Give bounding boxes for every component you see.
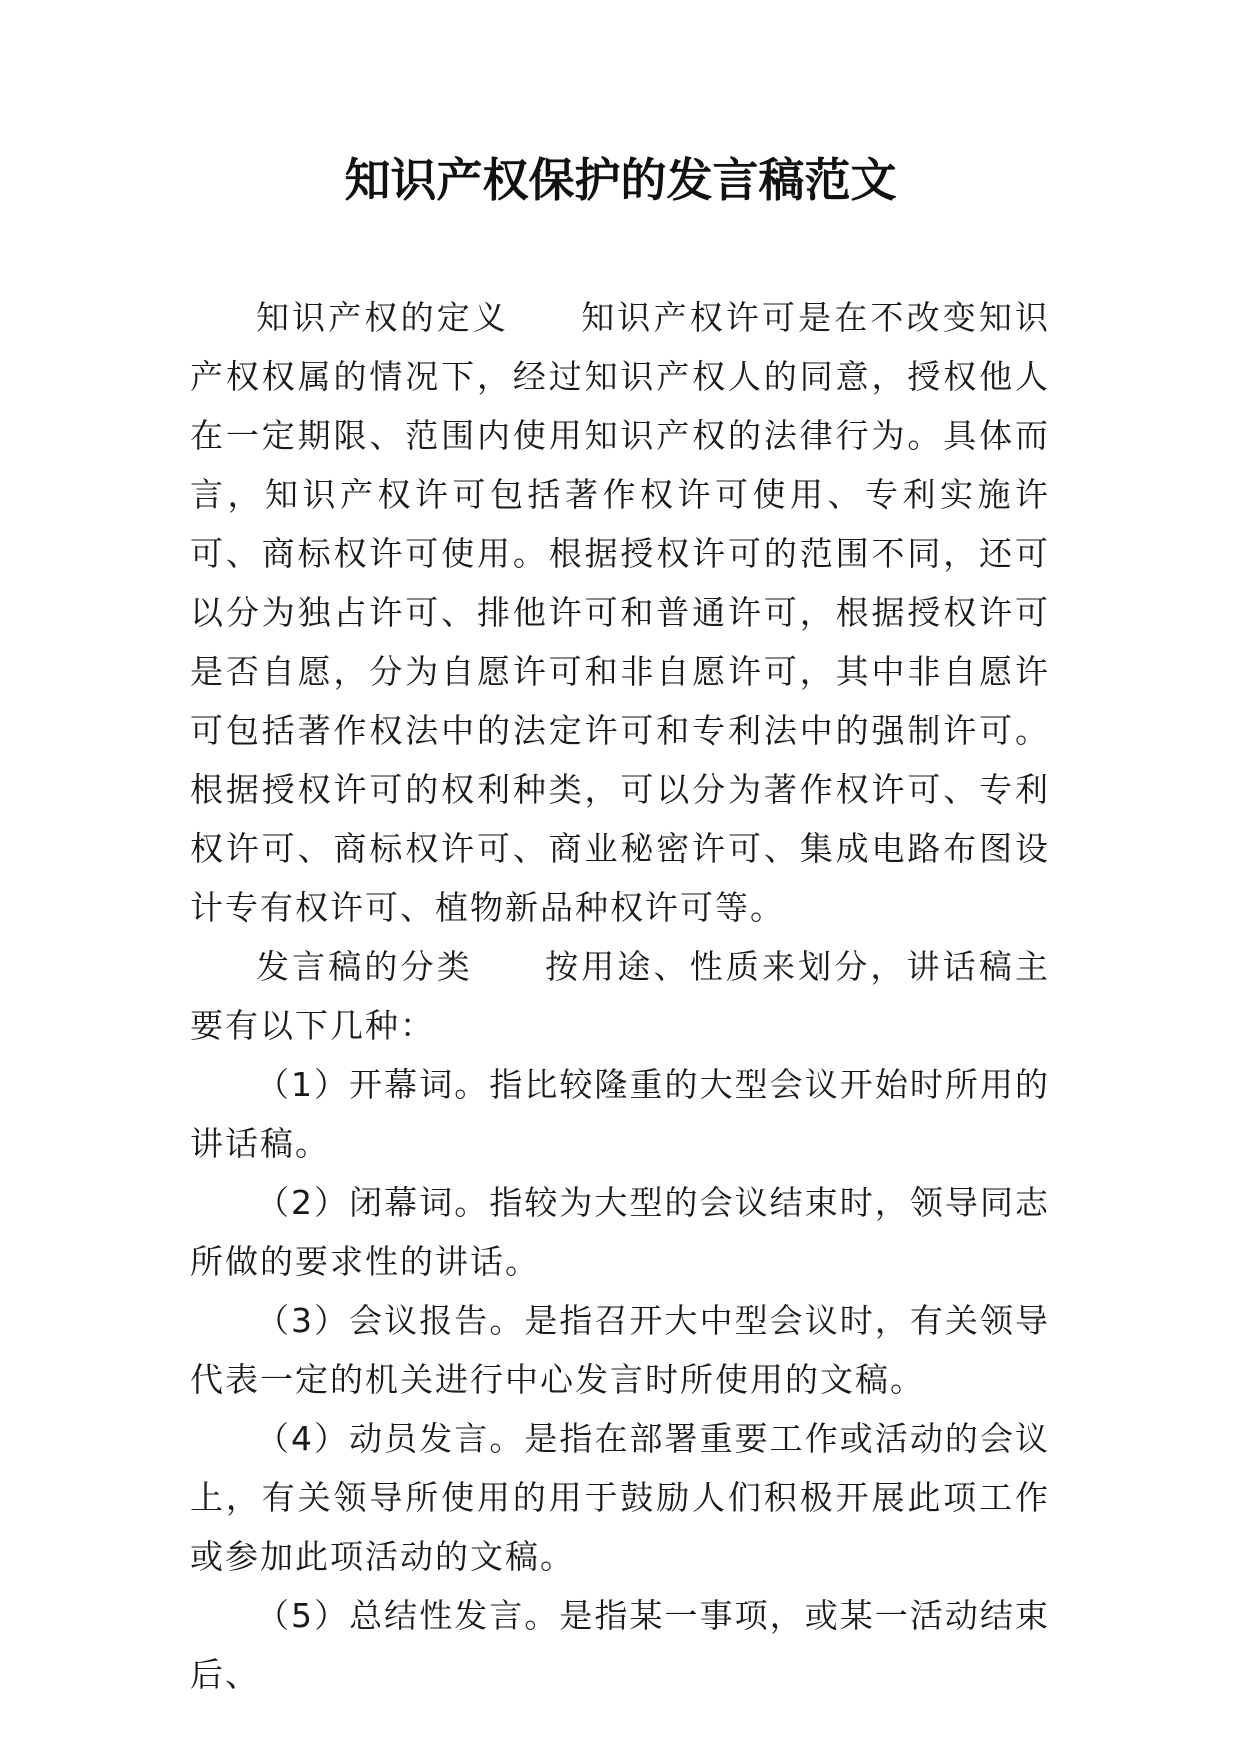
paragraph-classification: 发言稿的分类 按用途、性质来划分，讲话稿主要有以下几种： — [190, 947, 1050, 1045]
document-body — [190, 288, 1050, 1704]
list-item-mobilization-speech: （4）动员发言。是指在部署重要工作或活动的会议上，有关领导所使用的用于鼓励人们积极开展此项工作或参加此项活动的文稿。 — [190, 1419, 1050, 1576]
list-item-meeting-report: （3）会议报告。是指召开大中型会议时，有关领导代表一定的机关进行中心发言时所使用的文稿。 — [190, 1301, 1050, 1399]
list-item-summary-speech: （5）总结性发言。是指某一事项，或某一活动结束后、 — [190, 1596, 1050, 1694]
paragraph-definition: 知识产权的定义 知识产权许可是在不改变知识产权权属的情况下，经过知识产权人的同意，授权他人在一定期限、范围内使用知识产权的法律行为。具体而言，知识产权许可包括著作权许可使用、专利实施许可、商标权许可使用。根据授权许可的范围不同，还可以分为独占许可、排他许可和普通许可，根据授权许可是否自愿，分为自愿许可和非自愿许可，其中非自愿许可包括著作权法中的法定许可和专利法中的强制许可。根据授权许可的权利种类，可以分为著作权许可、专利权许可、商标权许可、商业秘密许可、集成电路布图设计专有权许可、植物新品种权许可等。 — [190, 298, 1050, 927]
list-item-closing-speech: （2）闭幕词。指较为大型的会议结束时，领导同志所做的要求性的讲话。 — [190, 1183, 1050, 1281]
list-item-opening-speech: （1）开幕词。指比较隆重的大型会议开始时所用的讲话稿。 — [190, 1065, 1050, 1163]
document-title: 知识产权保护的发言稿范文 — [344, 153, 897, 207]
